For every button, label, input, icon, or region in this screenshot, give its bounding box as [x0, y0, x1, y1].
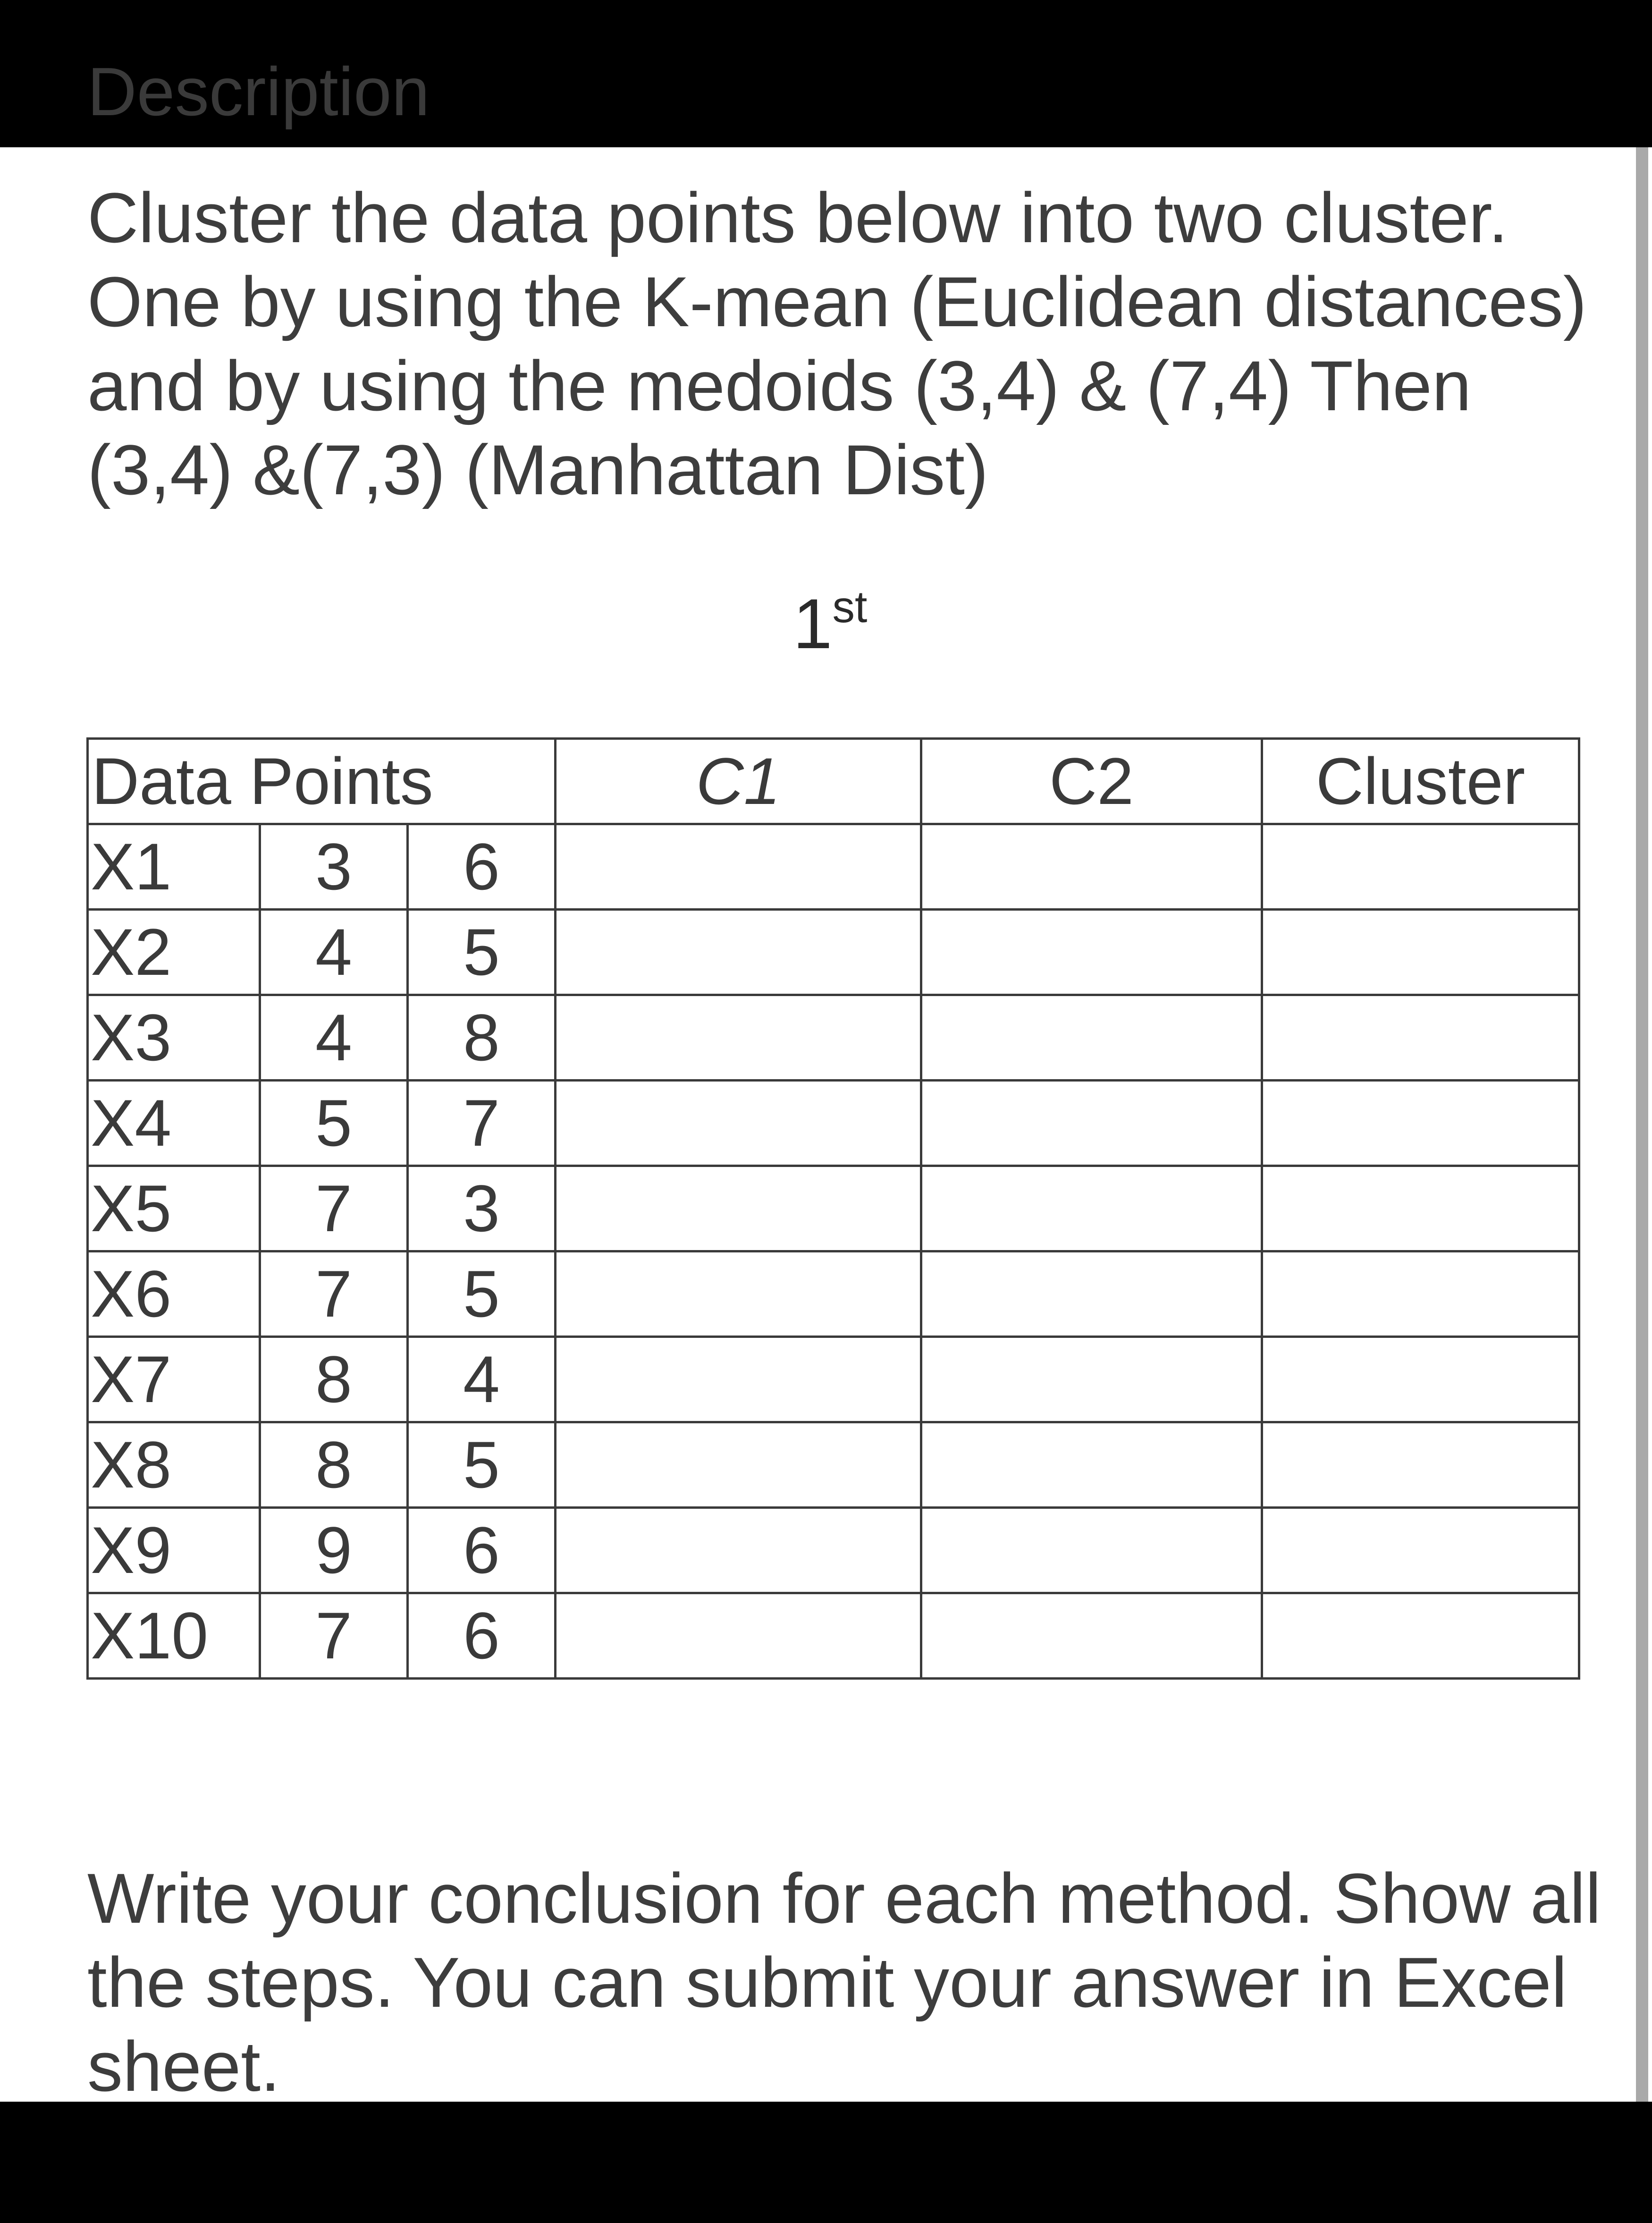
conclusion-text	[87, 1856, 1601, 2108]
point-x: 4	[260, 910, 408, 995]
cluster-cell	[1262, 824, 1579, 910]
cluster-cell	[1262, 910, 1579, 995]
point-label: X4	[88, 1081, 260, 1166]
point-x: 8	[260, 1422, 408, 1508]
c1-cell	[556, 824, 921, 910]
table-row	[88, 1166, 1579, 1251]
question-line: (3,4) &(7,3) (Manhattan Dist)	[87, 430, 988, 509]
point-x: 7	[260, 1166, 408, 1251]
question-text	[87, 176, 1587, 512]
c2-cell	[921, 824, 1262, 910]
cluster-cell	[1262, 1337, 1579, 1422]
iteration-number: 1	[793, 584, 833, 663]
point-y: 5	[408, 1422, 556, 1508]
c2-cell	[921, 910, 1262, 995]
cluster-cell	[1262, 1422, 1579, 1508]
scrollbar-thumb[interactable]	[1636, 147, 1648, 2102]
table-row	[88, 1081, 1579, 1166]
point-y: 3	[408, 1166, 556, 1251]
point-y: 8	[408, 995, 556, 1081]
point-y: 6	[408, 1593, 556, 1679]
cluster-cell	[1262, 1593, 1579, 1679]
header-c2: C2	[921, 739, 1262, 824]
point-label: X3	[88, 995, 260, 1081]
point-label: X9	[88, 1508, 260, 1593]
conclusion-line: sheet.	[87, 2027, 280, 2106]
header-data-points: Data Points	[88, 739, 556, 824]
question-line: One by using the K-mean (Euclidean distances)	[87, 262, 1587, 341]
point-x: 9	[260, 1508, 408, 1593]
c2-cell	[921, 1337, 1262, 1422]
conclusion-line: Write your conclusion for each method. Show all	[87, 1859, 1601, 1938]
document-body	[0, 53, 1632, 2106]
c2-cell	[921, 1593, 1262, 1679]
header-cluster: Cluster	[1262, 739, 1579, 824]
c2-cell	[921, 995, 1262, 1081]
cluster-cell	[1262, 1251, 1579, 1337]
c1-cell	[556, 910, 921, 995]
table-row	[88, 1593, 1579, 1679]
c2-cell	[921, 1251, 1262, 1337]
point-y: 7	[408, 1081, 556, 1166]
c2-cell	[921, 1508, 1262, 1593]
c1-cell	[556, 1081, 921, 1166]
c2-cell	[921, 1166, 1262, 1251]
point-y: 6	[408, 1508, 556, 1593]
data-points-table	[86, 737, 1580, 1680]
point-y: 6	[408, 824, 556, 910]
table-header-row	[88, 739, 1579, 824]
point-x: 3	[260, 824, 408, 910]
c2-cell	[921, 1081, 1262, 1166]
point-x: 5	[260, 1081, 408, 1166]
table-row	[88, 995, 1579, 1081]
table-row	[88, 910, 1579, 995]
table-row	[88, 1422, 1579, 1508]
cluster-cell	[1262, 1508, 1579, 1593]
point-y: 5	[408, 1251, 556, 1337]
point-label: X2	[88, 910, 260, 995]
point-label: X7	[88, 1337, 260, 1422]
question-line: Cluster the data points below into two cluster.	[87, 178, 1508, 257]
point-x: 7	[260, 1593, 408, 1679]
point-label: X8	[88, 1422, 260, 1508]
table-row	[88, 1508, 1579, 1593]
c1-cell	[556, 995, 921, 1081]
c2-cell	[921, 1422, 1262, 1508]
table-row	[88, 1337, 1579, 1422]
table-row	[88, 824, 1579, 910]
header-c1: C1	[556, 739, 921, 824]
conclusion-line: the steps. You can submit your answer in Excel	[87, 1943, 1568, 2022]
point-label: X10	[88, 1593, 260, 1679]
point-x: 8	[260, 1337, 408, 1422]
point-label: X1	[88, 824, 260, 910]
cluster-cell	[1262, 995, 1579, 1081]
c1-cell	[556, 1337, 921, 1422]
point-y: 4	[408, 1337, 556, 1422]
iteration-suffix: st	[832, 582, 868, 632]
point-x: 4	[260, 995, 408, 1081]
table-row	[88, 1251, 1579, 1337]
cluster-cell	[1262, 1081, 1579, 1166]
c1-cell	[556, 1593, 921, 1679]
point-x: 7	[260, 1251, 408, 1337]
c1-cell	[556, 1422, 921, 1508]
description-heading: Description	[87, 53, 430, 130]
point-label: X6	[88, 1251, 260, 1337]
c1-cell	[556, 1508, 921, 1593]
cluster-cell	[1262, 1166, 1579, 1251]
iteration-label	[793, 582, 868, 663]
c1-cell	[556, 1166, 921, 1251]
question-line: and by using the medoids (3,4) & (7,4) Then	[87, 346, 1472, 425]
c1-cell	[556, 1251, 921, 1337]
point-y: 5	[408, 910, 556, 995]
point-label: X5	[88, 1166, 260, 1251]
